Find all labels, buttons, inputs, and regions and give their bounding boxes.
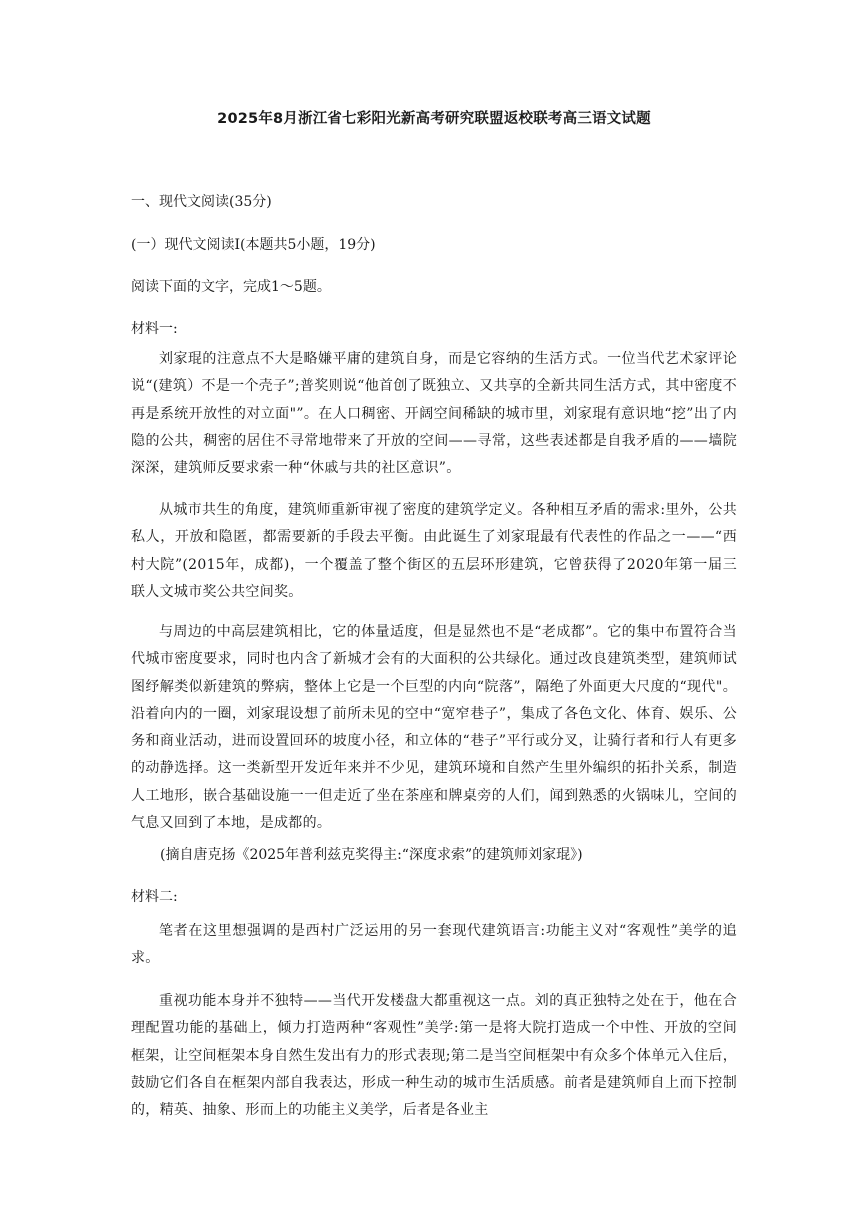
material-two-label: 材料二:: [131, 889, 178, 905]
material-one-paragraph-1: 刘家琨的注意点不大是略嫌平庸的建筑自身，而是它容纳的生活方式。一位当代艺术家评论说“(建筑）不是一个壳子”;普奖则说“他首创了既独立、又共享的全新共同生活方式，其中密度不再是系统开放性的对立面"”。在人口稠密、开阔空间稀缺的城市里，刘家琨有意识地“挖”出了内隐的公共，稠密的居住不寻常地带来了开放的空间——寻常，这些表述都是自我矛盾的——墙院深深，建筑师反要求索一种“休戚与共的社区意识”。: [131, 351, 737, 477]
material-one-source: (摘自唐克扬《2025年普利兹克奖得主:“深度求索”的建筑师刘家琨》): [160, 847, 583, 863]
material-one-paragraph-2: 从城市共生的角度，建筑师重新审视了密度的建筑学定义。各种相互矛盾的需求:里外，公共私人，开放和隐匿，都需要新的手段去平衡。由此诞生了刘家琨最有代表性的作品之一——“西村大院”(2015年，成都)，一个覆盖了整个街区的五层环形建筑，它曾获得了2020年第一届三联人文城市奖公共空间奖。: [131, 502, 737, 600]
section-heading: 一、现代文阅读(35分): [131, 194, 272, 210]
reading-instruction: 阅读下面的文字，完成1～5题。: [131, 279, 331, 295]
material-two-paragraph-2: 重视功能本身并不独特——当代开发楼盘大都重视这一点。刘的真正独特之处在于，他在合理配置功能的基础上，倾力打造两种“客观性”美学:第一是将大院打造成一个中性、开放的空间框架，让空间框架本身自然生发出有力的形式表现;第二是当空间框架中有众多个体单元入住后，鼓励它们各自在框架内部自我表达，形成一种生动的城市生活质感。前者是建筑师自上而下控制的，精英、抽象、形而上的功能主义美学，后者是各业主: [131, 993, 737, 1119]
material-one-label: 材料一:: [131, 321, 178, 337]
subsection-heading: (一）现代文阅读Ⅰ(本题共5小题，19分): [131, 237, 376, 253]
material-one-paragraph-3: 与周边的中高层建筑相比，它的体量适度，但是显然也不是“老成都”。它的集中布置符合当代城市密度要求，同时也内含了新城才会有的大面积的公共绿化。通过改良建筑类型，建筑师试图纾解类似新建筑的弊病，整体上它是一个巨型的内向“院落”，隔绝了外面更大尺度的“现代"。沿着向内的一圈，刘家琨设想了前所未见的空中“宽窄巷子”，集成了各色文化、体育、娱乐、公务和商业活动，进而设置回环的坡度小径，和立体的“巷子”平行或分叉，让骑行者和行人有更多的动静选择。这一类新型开发近年来并不少见，建筑环境和自然产生里外编织的拓扑关系，制造人工地形，嵌合基础设施一一但走近了坐在茶座和牌桌旁的人们，闻到熟悉的火锅味儿，空间的气息又回到了本地，是成都的。: [131, 624, 737, 832]
document-title: 2025年8月浙江省七彩阳光新高考研究联盟返校联考高三语文试题: [217, 111, 651, 127]
material-two-paragraph-1: 笔者在这里想强调的是西村广泛运用的另一套现代建筑语言:功能主义对“客观性”美学的追求。: [131, 923, 737, 967]
